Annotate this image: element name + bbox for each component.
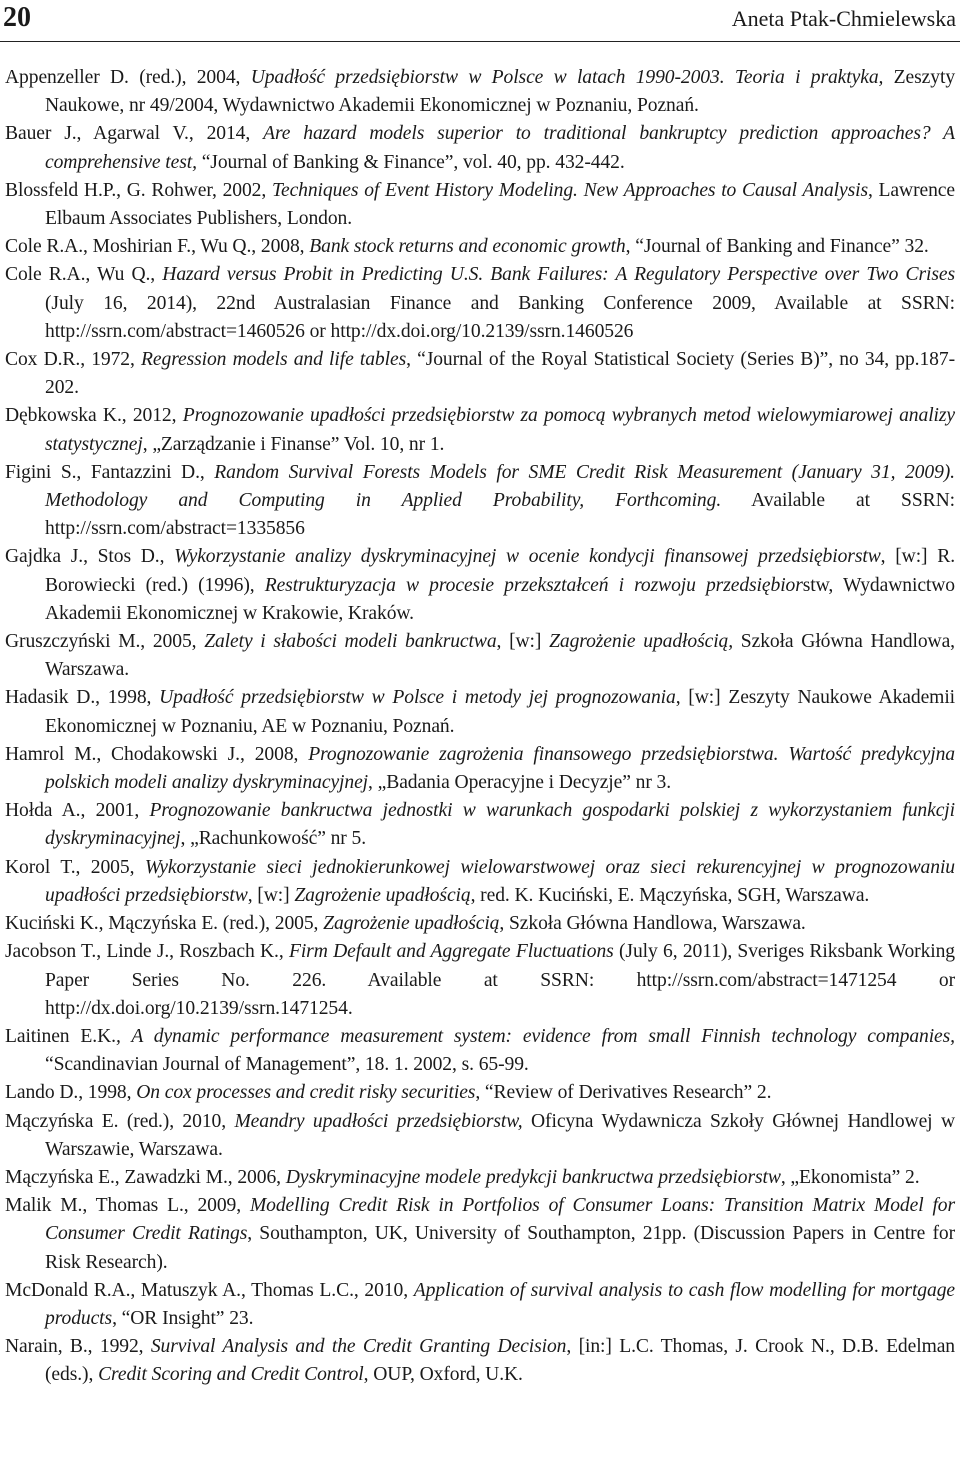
reference-text: , Lawrence Elbaum Associates Publishers, London.	[45, 179, 955, 230]
reference-text: , „Badania Operacyjne i Decyzje” nr 3.	[368, 772, 672, 794]
reference-entry	[5, 459, 955, 544]
reference-title-italic: Upadłość przedsiębiorstw w Polsce w latach 1990-2003. Teoria i praktyka,	[250, 67, 884, 88]
reference-text: Cole R.A., Wu Q.,	[5, 264, 163, 286]
reference-title-italic: Prognozowanie bankructwa jednostki w warunkach gospodarki polskiej z wykorzystaniem funkcji dyskryminacyjnej	[45, 800, 955, 850]
reference-text: Zeszyty Naukowe, nr 49/2004, Wydawnictwo Akademii Ekonomicznej w Poznaniu, Poznań.	[45, 67, 956, 117]
reference-text: Appenzeller D. (red.), 2004,	[5, 67, 251, 88]
reference-entry	[5, 1333, 955, 1389]
reference-title-italic: Prognozowanie upadłości przedsiębiorstw za pomocą wybranych metod wielowymiarowej analizy statystycznej	[45, 405, 956, 455]
reference-entry	[5, 543, 955, 628]
reference-text: , [w:]	[247, 884, 295, 906]
reference-text: (July 6, 2011), Sveriges Riksbank Working Paper Series No. 226. Available at SSRN: http://ssrn.com/abstract=1471254 or http://dx.doi.org/10.2139/ssrn.1471254.	[45, 941, 955, 1019]
reference-text: , [w:]	[496, 631, 550, 653]
reference-entry	[5, 177, 955, 233]
reference-text: Malik M., Thomas L., 2009,	[5, 1195, 250, 1217]
reference-text: , “Journal of Banking and Finance” 32.	[625, 236, 929, 258]
reference-text: Gajdka J., Stos D.,	[5, 546, 175, 568]
reference-title-italic: Dyskryminacyjne modele predykcji bankructwa przedsiębiorstw	[285, 1166, 781, 1188]
reference-entry	[5, 628, 955, 684]
header-rule	[0, 41, 960, 42]
page-header	[0, 0, 960, 46]
reference-entry	[5, 64, 955, 120]
reference-title-italic: Survival Analysis and the Credit Granting Decision	[150, 1336, 567, 1358]
reference-title-italic: Application of survival analysis to cash flow modelling for mortgage products	[45, 1279, 955, 1329]
reference-text: , “OR Insight” 23.	[112, 1307, 254, 1329]
reference-text: “Journal of Banking & Finance”, vol. 40, pp. 432-442.	[196, 151, 625, 173]
reference-entry	[5, 741, 955, 797]
reference-entry	[5, 910, 955, 938]
reference-title-italic: Modelling Credit Risk in Portfolios of Consumer Loans: Transition Matrix Model for Consumer Credit Ratings	[45, 1195, 956, 1245]
reference-entry	[5, 346, 955, 402]
reference-text: , Szkoła Główna Handlowa, Warszawa.	[499, 913, 806, 935]
reference-text: Kuciński K., Mączyńska E. (red.), 2005,	[5, 913, 324, 935]
reference-title-italic: Random Survival Forests Models for SME Credit Risk Measurement (January 31, 2009). Methodology and Computing in Applied Probability, Forthcoming.	[45, 461, 955, 512]
reference-entry	[5, 1277, 955, 1333]
reference-entry	[5, 854, 955, 910]
reference-text: Cox D.R., 1972,	[5, 349, 142, 371]
reference-title-italic: Restrukturyzacja w procesie przekształceń i rozwoju przedsiębior	[264, 574, 803, 596]
reference-title-italic: Firm Default and Aggregate Fluctuations	[288, 941, 614, 963]
reference-text: , Southampton, UK, University of Southampton, 21pp. (Discussion Papers in Centre for Risk Research).	[45, 1223, 955, 1273]
reference-text: Dębkowska K., 2012,	[5, 405, 183, 427]
reference-text: Mączyńska E. (red.), 2010,	[5, 1110, 235, 1132]
reference-title-italic: Zagrożenie upadłością	[294, 884, 471, 906]
reference-text: Korol T., 2005,	[5, 856, 145, 878]
reference-entry	[5, 1079, 955, 1107]
reference-title-italic: , A dynamic performance measurement system: evidence from small Finnish technology companies,	[115, 1025, 955, 1047]
reference-title-italic: On cox processes and credit risky securities	[136, 1082, 476, 1104]
reference-text: Mączyńska E., Zawadzki M., 2006,	[5, 1166, 286, 1188]
reference-entry	[5, 684, 955, 740]
reference-text: Hadasik D., 1998,	[5, 687, 160, 709]
reference-entry	[5, 938, 955, 1023]
reference-text: Lando D., 1998,	[5, 1082, 137, 1104]
reference-title-italic: Upadłość przedsiębiorstw w Polsce i metody jej prognozowania	[159, 687, 676, 709]
reference-text: , „Rachunkowość” nr 5.	[180, 828, 367, 850]
reference-text: (July 16, 2014), 22nd Australasian Finance and Banking Conference 2009, Available at SSRN: http://ssrn.com/abstract=1460526 or http://dx.doi.org/10.2139/ssrn.1460526	[45, 292, 955, 342]
reference-title-italic: Wykorzystanie analizy dyskryminacyjnej w ocenie kondycji finansowej przedsiębiorstw	[174, 546, 881, 568]
reference-text: , „Zarządzanie i Finanse” Vol. 10, nr 1.	[142, 433, 445, 455]
reference-title-italic: Techniques of Event History Modeling. New Approaches to Causal Analysis	[271, 179, 868, 201]
reference-title-italic: Bank stock returns and economic growth	[309, 236, 626, 258]
reference-text: Figini S., Fantazzini D.,	[5, 461, 215, 483]
reference-text: Hołda A., 2001,	[5, 800, 150, 822]
running-head-author: Aneta Ptak-Chmielewska	[731, 6, 956, 31]
reference-text: Narain, B., 1992,	[5, 1336, 151, 1358]
reference-title-italic: Hazard versus Probit in Predicting U.S. Bank Failures: A Regulatory Perspective over Two Crises	[162, 264, 955, 286]
reference-title-italic: Regression models and life tables	[141, 349, 407, 371]
reference-text: “Scandinavian Journal of Management”, 18. 1. 2002, s. 65-99.	[45, 1054, 529, 1076]
reference-text: Available at SSRN: http://ssrn.com/abstract=1335856	[45, 490, 955, 540]
reference-title-italic: Zagrożenie upadłością	[323, 913, 500, 935]
reference-text: , [w:] R. Borowiecki (red.) (1996),	[45, 546, 956, 596]
reference-text: , [in:] L.C. Thomas, J. Crook N., D.B. Edelman (eds.),	[45, 1336, 956, 1386]
reference-entry	[5, 1023, 955, 1079]
bibliography-list	[5, 64, 955, 1390]
reference-entry	[5, 1108, 955, 1164]
reference-text: Gruszczyński M., 2005,	[5, 631, 205, 653]
reference-title-italic: Credit Scoring and Credit Control	[98, 1364, 364, 1386]
reference-text: Jacobson T., Linde J., Roszbach K.,	[5, 941, 289, 963]
page-number: 20	[3, 2, 31, 33]
reference-entry	[5, 261, 955, 346]
reference-title-italic: Are hazard models superior to traditional bankruptcy prediction approaches? A comprehensive test,	[45, 123, 955, 173]
reference-text: Oficyna Wydawnicza Szkoły Głównej Handlowej w Warszawie, Warszawa.	[45, 1110, 955, 1160]
reference-text: , [w:] Zeszyty Naukowe Akademii Ekonomicznej w Poznaniu, AE w Poznaniu, Poznań.	[45, 687, 956, 737]
reference-entry	[5, 402, 955, 458]
reference-text: , “Journal of the Royal Statistical Society (Series B)”, no 34, pp.187-202.	[45, 349, 955, 399]
reference-entry	[5, 1164, 955, 1192]
reference-title-italic: Prognozowanie zagrożenia finansowego przedsiębiorstwa. Wartość predykcyjna polskich modeli analizy dyskryminacyjnej	[45, 743, 955, 794]
reference-text: Cole R.A., Moshirian F., Wu Q., 2008,	[5, 236, 310, 258]
reference-text: , red. K. Kuciński, E. Mączyńska, SGH, Warszawa.	[470, 884, 870, 906]
reference-text: stw, Wydawnictwo Akademii Ekonomicznej w Krakowie, Kraków.	[45, 574, 956, 624]
reference-text: Bauer J., Agarwal V., 2014,	[5, 123, 264, 145]
reference-entry	[5, 1192, 955, 1277]
reference-text: , OUP, Oxford, U.K.	[363, 1364, 523, 1386]
reference-text: Szkoła Główna Handlowa, Warszawa.	[45, 631, 955, 681]
reference-text: , „Ekonomista” 2.	[780, 1166, 920, 1188]
reference-text: McDonald R.A., Matuszyk A., Thomas L.C., 2010,	[5, 1279, 414, 1301]
reference-text: Laitinen E.K.	[5, 1025, 116, 1047]
reference-text: Blossfeld H.P., G. Rohwer, 2002,	[5, 179, 272, 201]
reference-title-italic: Zagrożenie upadłością,	[549, 631, 734, 653]
reference-text: Hamrol M., Chodakowski J., 2008,	[5, 743, 309, 765]
reference-entry	[5, 233, 955, 261]
reference-text: , “Review of Derivatives Research” 2.	[475, 1082, 772, 1104]
reference-entry	[5, 120, 955, 176]
reference-title-italic: Wykorzystanie sieci jednokierunkowej wielowarstwowej oraz sieci rekurencyjnej w prognozowaniu upadłości przedsiębiorstw	[45, 856, 955, 906]
reference-title-italic: Zalety i słabości modeli bankructwa	[204, 631, 497, 653]
reference-title-italic: Meandry upadłości przedsiębiorstw,	[234, 1110, 523, 1132]
reference-entry	[5, 797, 955, 853]
